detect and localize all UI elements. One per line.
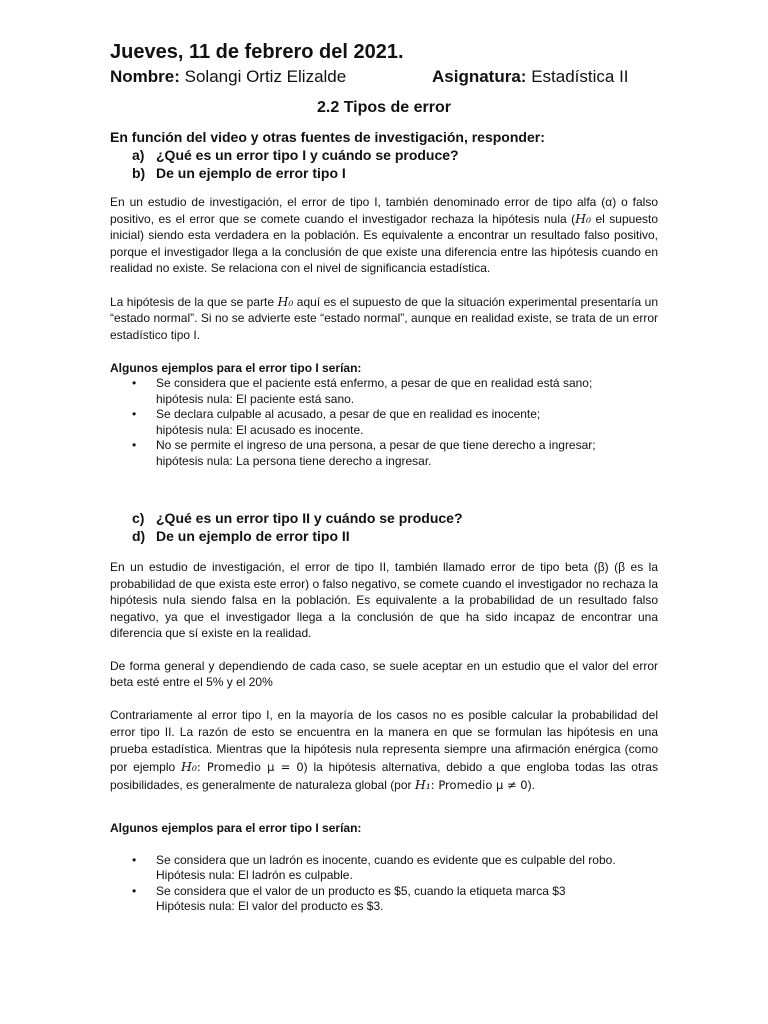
text-run: ). [527, 777, 535, 792]
example-item [156, 407, 658, 438]
example-null-hypothesis: hipótesis nula: El paciente está sano. [156, 391, 355, 406]
h0-symbol: H₀ [181, 758, 197, 774]
example-main: No se permite el ingreso de una persona, a pesar de que tiene derecho a ingresar; [156, 438, 596, 452]
example-null-hypothesis: hipótesis nula: El acusado es inocente. [156, 422, 364, 437]
question-text: ¿Qué es un error tipo II y cuándo se produce? [156, 510, 463, 526]
subject-label: Asignatura: [432, 67, 527, 86]
text-run: ) la hipótesis alternativa, debido a que engloba todas las otras posibilidades, es generalmente de naturaleza global (por [110, 759, 658, 792]
type2-probability-paragraph [110, 707, 658, 794]
example-main: Se considera que un ladrón es inocente, cuando es evidente que es culpable del robo. [156, 852, 616, 867]
example-item [156, 884, 658, 915]
formula-h1: : Promedio μ ≠ 0 [430, 777, 528, 792]
examples-heading-1: Algunos ejemplos para el error tipo I serían: [110, 361, 362, 375]
text-run: el supuesto inicial) siendo esta verdadera en la población. Es equivalente a encontrar un resultado falso positivo, porque el investigador llega a la conclusión de que existe una diferencia entre las hipótesis cuando en realidad no existe. Se relaciona con el nivel de significancia estadística. [110, 211, 658, 275]
text-run: La hipótesis de la que se parte [110, 294, 278, 309]
question-c [132, 509, 658, 527]
question-letter: b) [132, 165, 146, 181]
example-null-hypothesis: Hipótesis nula: El valor del producto es $3. [156, 899, 384, 913]
type1-hypothesis-paragraph [110, 294, 658, 344]
example-main: Se considera que el paciente está enfermo, a pesar de que en realidad está sano; [156, 376, 593, 390]
question-letter: a) [132, 147, 145, 163]
example-item [156, 376, 658, 407]
question-list-2 [110, 509, 658, 545]
example-null-hypothesis: Hipótesis nula: El ladrón es culpable. [156, 868, 353, 882]
question-a [132, 146, 658, 164]
text-run: Contrariamente al error tipo I, en la mayoría de los casos no es posible calcular la probabilidad del error tipo II. La razón de esto se encuentra en la manera en que se formulan las hipótesis en una prueba estadística. Mientras que la hipótesis nula representa siempre una afirmación enérgica (como por ejemplo [110, 707, 658, 774]
text-run: En un estudio de investigación, el error de tipo I, también denominado error de tipo alfa (α) o falso positivo, es el error que se comete cuando el investigador rechaza la hipótesis nula ( [110, 195, 658, 226]
example-main: Se considera que el valor de un producto es $5, cuando la etiqueta marca $3 [156, 883, 566, 898]
question-text: De un ejemplo de error tipo I [156, 165, 346, 181]
examples-list-2 [110, 853, 658, 915]
type2-definition-paragraph: En un estudio de investigación, el error de tipo II, también llamado error de tipo beta (β) (β es la probabilidad de que exista este error) o falso negativo, se comete cuando el investigador no rechaza la hipótesis nula siendo falsa en la población. Es equivalente a la probabilidad de un resultado falso negativo, ya que el investigador llega a la conclusión de que ha sido incapaz de encontrar una diferencia que sí existe en la realidad. [110, 560, 658, 640]
example-main: Se declara culpable al acusado, a pesar de que en realidad es inocente; [156, 407, 541, 421]
example-item [156, 853, 658, 884]
beta-range-paragraph: De forma general y dependiendo de cada caso, se suele aceptar en un estudio que el valor del error beta esté entre el 5% y el 20% [110, 658, 658, 689]
question-text: ¿Qué es un error tipo I y cuándo se produce? [156, 147, 459, 163]
examples-heading-2: Algunos ejemplos para el error tipo I serían: [110, 820, 362, 835]
name-value: Solangi Ortiz Elizalde [184, 67, 347, 86]
subject [432, 66, 629, 88]
text-run: aquí es el supuesto de que la situación experimental presentaría un “estado normal”. Si no se advierte este “estado normal”, aunque en realidad existe, se trata de un error estadístico tipo I. [110, 294, 658, 342]
name-subject-row [110, 66, 658, 88]
h0-symbol: H₀ [277, 293, 294, 309]
document-date: Jueves, 11 de febrero del 2021. [110, 41, 404, 63]
example-null-hypothesis: hipótesis nula: La persona tiene derecho a ingresar. [156, 453, 432, 468]
h0-symbol: H₀ [575, 210, 592, 226]
example-item [156, 438, 658, 469]
type1-definition-paragraph [110, 194, 658, 277]
question-list-1 [110, 146, 658, 182]
subject-value: Estadística II [531, 67, 629, 86]
question-letter: c) [132, 510, 145, 526]
student-name [110, 67, 346, 86]
question-letter: d) [132, 528, 146, 544]
document-title: 2.2 Tipos de error [317, 99, 451, 116]
question-text: De un ejemplo de error tipo II [156, 528, 350, 544]
h1-symbol: H₁ [414, 776, 431, 792]
examples-list-1 [110, 376, 658, 469]
formula-h0: : Promedio μ = 0 [196, 759, 304, 774]
question-b [132, 164, 658, 182]
question-d [132, 527, 658, 545]
instruction: En función del video y otras fuentes de investigación, responder: [110, 129, 545, 145]
name-label: Nombre: [110, 67, 180, 86]
